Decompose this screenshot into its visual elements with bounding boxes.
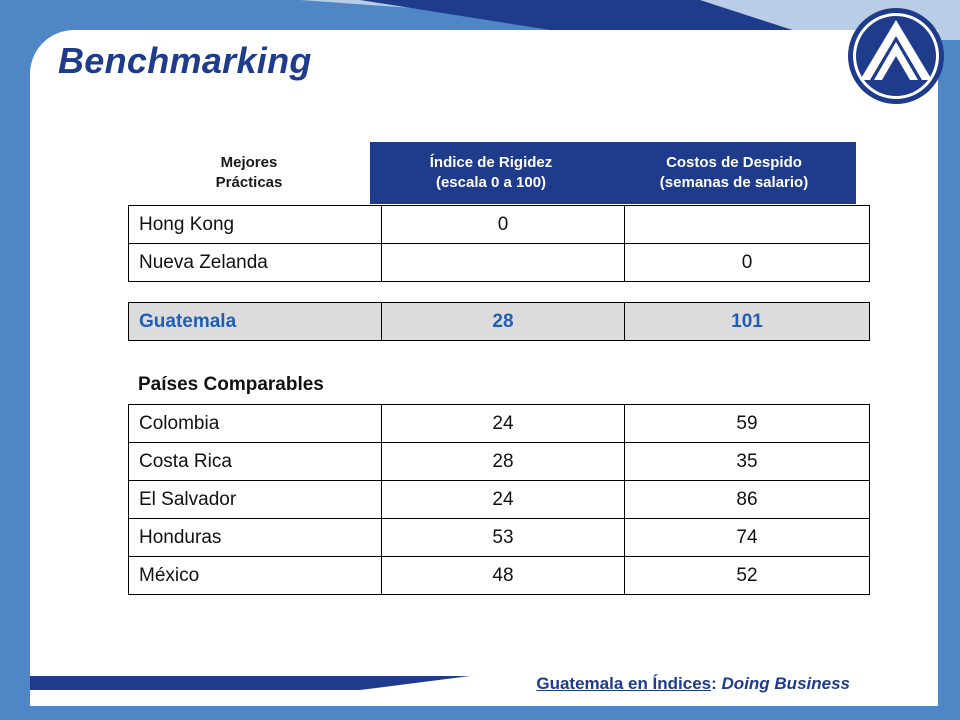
table-row — [129, 519, 870, 557]
footer-link[interactable]: Guatemala en Índices — [536, 674, 712, 693]
dismissal-cell: 86 — [625, 481, 870, 519]
rigidity-cell: 28 — [382, 443, 625, 481]
table-row — [129, 481, 870, 519]
page-title: Benchmarking — [58, 40, 312, 81]
table-row — [129, 405, 870, 443]
country-cell: Nueva Zelanda — [129, 244, 382, 282]
country-cell: México — [129, 557, 382, 595]
rigidity-cell: 48 — [382, 557, 625, 595]
country-cell: Costa Rica — [129, 443, 382, 481]
table-row — [129, 244, 870, 282]
rigidity-cell: 24 — [382, 481, 625, 519]
rigidity-cell: 28 — [382, 303, 625, 341]
header-dismissal-costs: Costos de Despido (semanas de salario) — [612, 142, 856, 204]
footer-source: Doing Business — [721, 674, 850, 693]
dismissal-cell: 59 — [625, 405, 870, 443]
header-best-practices: Mejores Prácticas — [215, 154, 283, 191]
country-cell: Guatemala — [129, 303, 382, 341]
comparables-table — [128, 404, 870, 595]
country-cell: Honduras — [129, 519, 382, 557]
dismissal-cell: 35 — [625, 443, 870, 481]
guatemala-table — [128, 302, 870, 341]
rigidity-cell: 24 — [382, 405, 625, 443]
chevron-triangle-logo-icon — [846, 6, 946, 106]
dismissal-cell: 101 — [625, 303, 870, 341]
table-row-highlight — [129, 303, 870, 341]
country-cell: Hong Kong — [129, 206, 382, 244]
rigidity-cell — [382, 244, 625, 282]
country-cell: El Salvador — [129, 481, 382, 519]
dismissal-cell: 0 — [625, 244, 870, 282]
bottom-swoosh-dark — [30, 676, 470, 690]
table-row — [129, 443, 870, 481]
header-rigidity-index: Índice de Rigidez (escala 0 a 100) — [370, 142, 612, 204]
dismissal-cell — [625, 206, 870, 244]
dismissal-cell: 52 — [625, 557, 870, 595]
rigidity-cell: 53 — [382, 519, 625, 557]
footer-credit — [536, 674, 850, 694]
rigidity-cell: 0 — [382, 206, 625, 244]
footer-separator: : — [711, 674, 722, 693]
table-row — [129, 557, 870, 595]
table-row — [129, 206, 870, 244]
section-comparables-label: Países Comparables — [138, 374, 324, 395]
dismissal-cell: 74 — [625, 519, 870, 557]
best-practices-table — [128, 205, 870, 282]
country-cell: Colombia — [129, 405, 382, 443]
